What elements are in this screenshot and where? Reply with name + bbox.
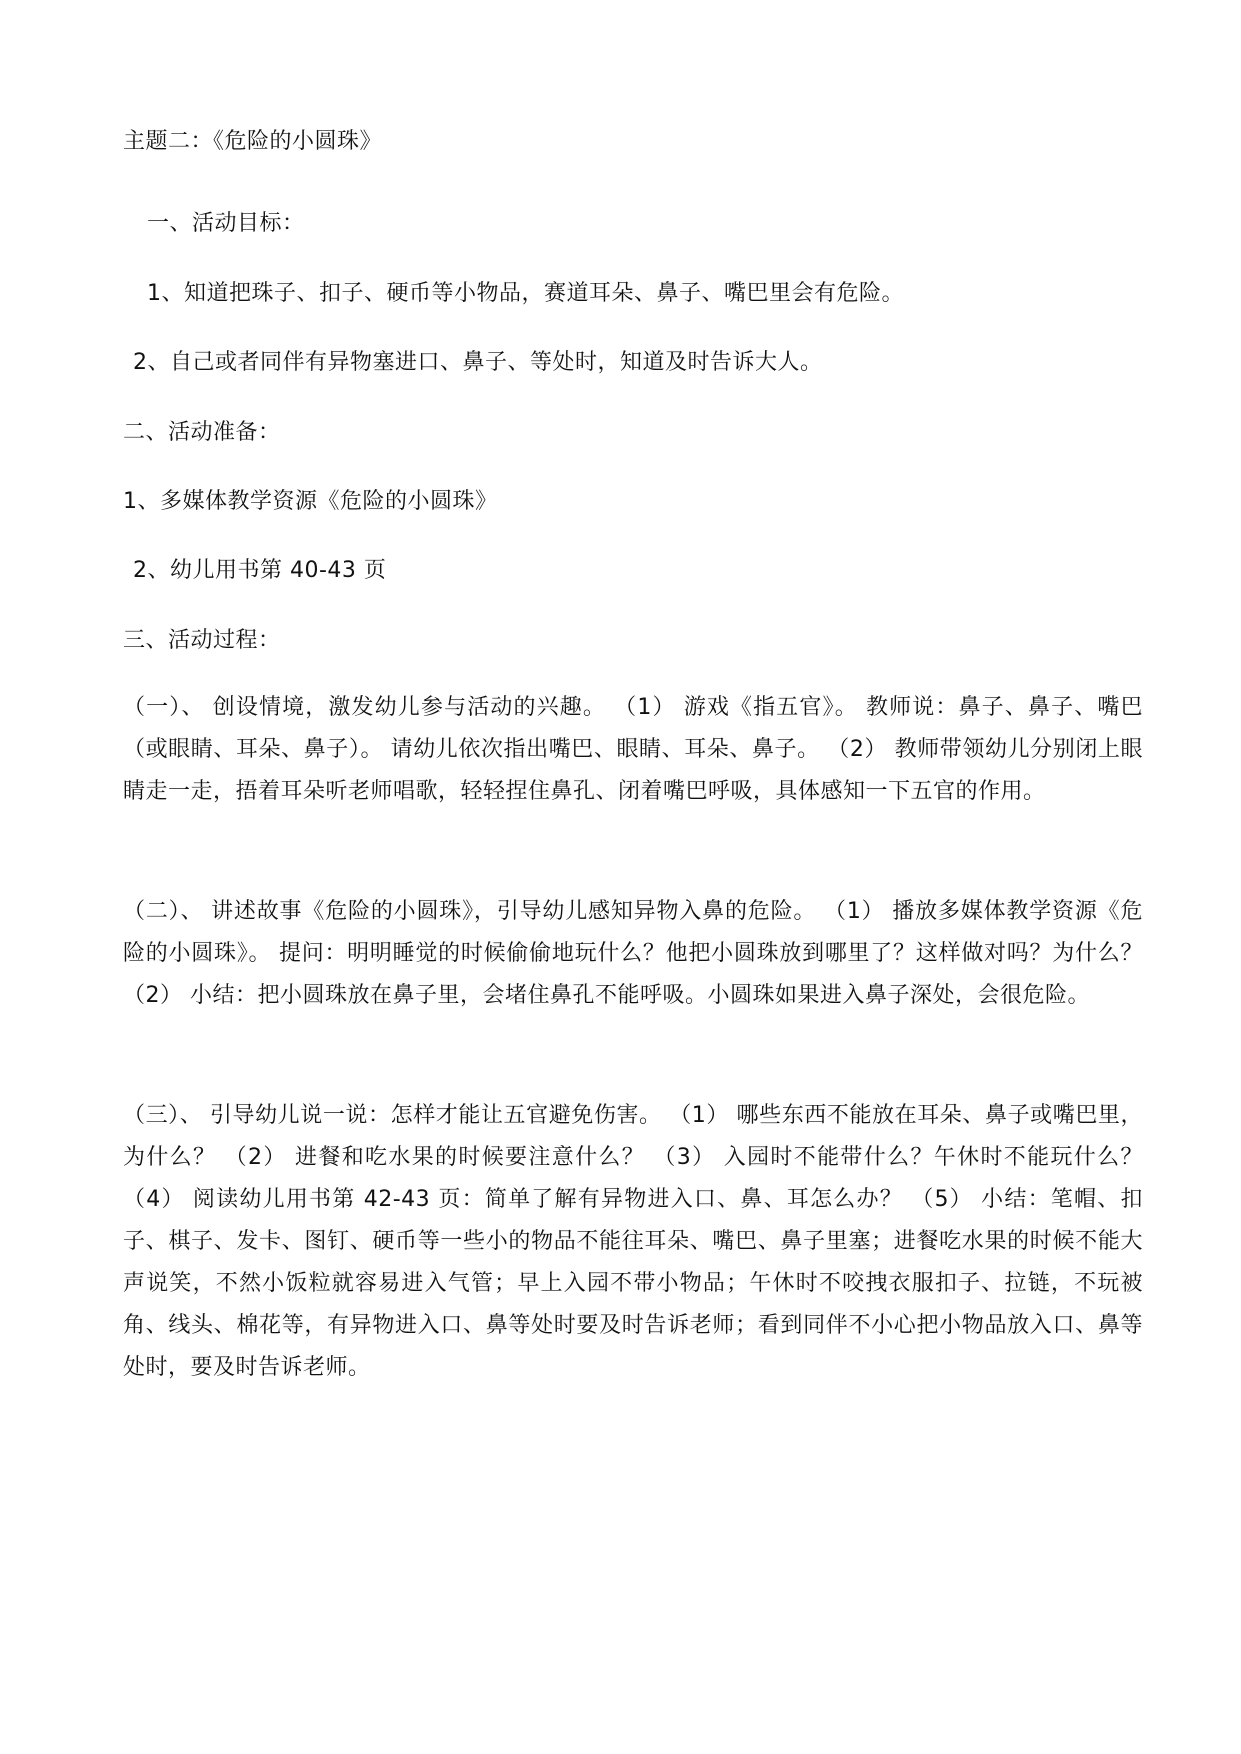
process-paragraph-3: （三）、 引导幼儿说一说：怎样才能让五官避免伤害。 （1） 哪些东西不能放在耳朵、鼻子或嘴巴里，为什么？ （2） 进餐和吃水果的时候要注意什么？ （3） 入园时不能带什么？午休时不能玩什么？ （4） 阅读幼儿用书第 42-43 页：简单了解有异物进入口、鼻、耳怎么办？ （5） 小结：笔帽、扣子、棋子、发卡、图钉、硬币等一些小的物品不能往耳朵、嘴巴、鼻子里塞；进餐吃水果的时候不能大声说笑，不然小饭粒就容易进入气管；早上入园不带小物品；午休时不咬拽衣服扣子、拉链，不玩被角、线头、棉花等，有异物进入口、鼻等处时要及时告诉老师；看到同伴不小心把小物品放入口、鼻等处时，要及时告诉老师。 <box>123 1103 1143 1380</box>
process-paragraph-2: （二）、 讲述故事《危险的小圆珠》，引导幼儿感知异物入鼻的危险。 （1） 播放多媒体教学资源《危险的小圆珠》。 提问：明明睡觉的时候偷偷地玩什么？他把小圆珠放到哪里了？这样做对吗？为什么？ （2） 小结：把小圆珠放在鼻子里，会堵住鼻孔不能呼吸。小圆珠如果进入鼻子深处，会很危险。 <box>123 899 1143 1008</box>
goal-item: 2、自己或者同伴有异物塞进口、鼻子、等处时，知道及时告诉大人。 <box>133 350 823 375</box>
document-title: 主题二：《危险的小圆珠》 <box>123 129 383 154</box>
section-heading-goals: 一、活动目标： <box>147 211 305 236</box>
section-heading-process: 三、活动过程： <box>123 628 281 653</box>
goal-item: 1、知道把珠子、扣子、硬币等小物品，赛道耳朵、鼻子、嘴巴里会有危险。 <box>147 281 904 306</box>
section-heading-preparation: 二、活动准备： <box>123 420 281 445</box>
process-paragraph-1: （一）、 创设情境，激发幼儿参与活动的兴趣。 （1） 游戏《指五官》。 教师说：鼻子、鼻子、嘴巴（或眼睛、耳朵、鼻子）。 请幼儿依次指出嘴巴、眼睛、耳朵、鼻子。 （2） 教师带领幼儿分别闭上眼睛走一走，捂着耳朵听老师唱歌，轻轻捏住鼻孔、闭着嘴巴呼吸，具体感知一下五官的作用。 <box>123 695 1143 804</box>
preparation-item: 1、多媒体教学资源《危险的小圆珠》 <box>123 489 498 514</box>
preparation-item: 2、幼儿用书第 40-43 页 <box>133 558 387 583</box>
